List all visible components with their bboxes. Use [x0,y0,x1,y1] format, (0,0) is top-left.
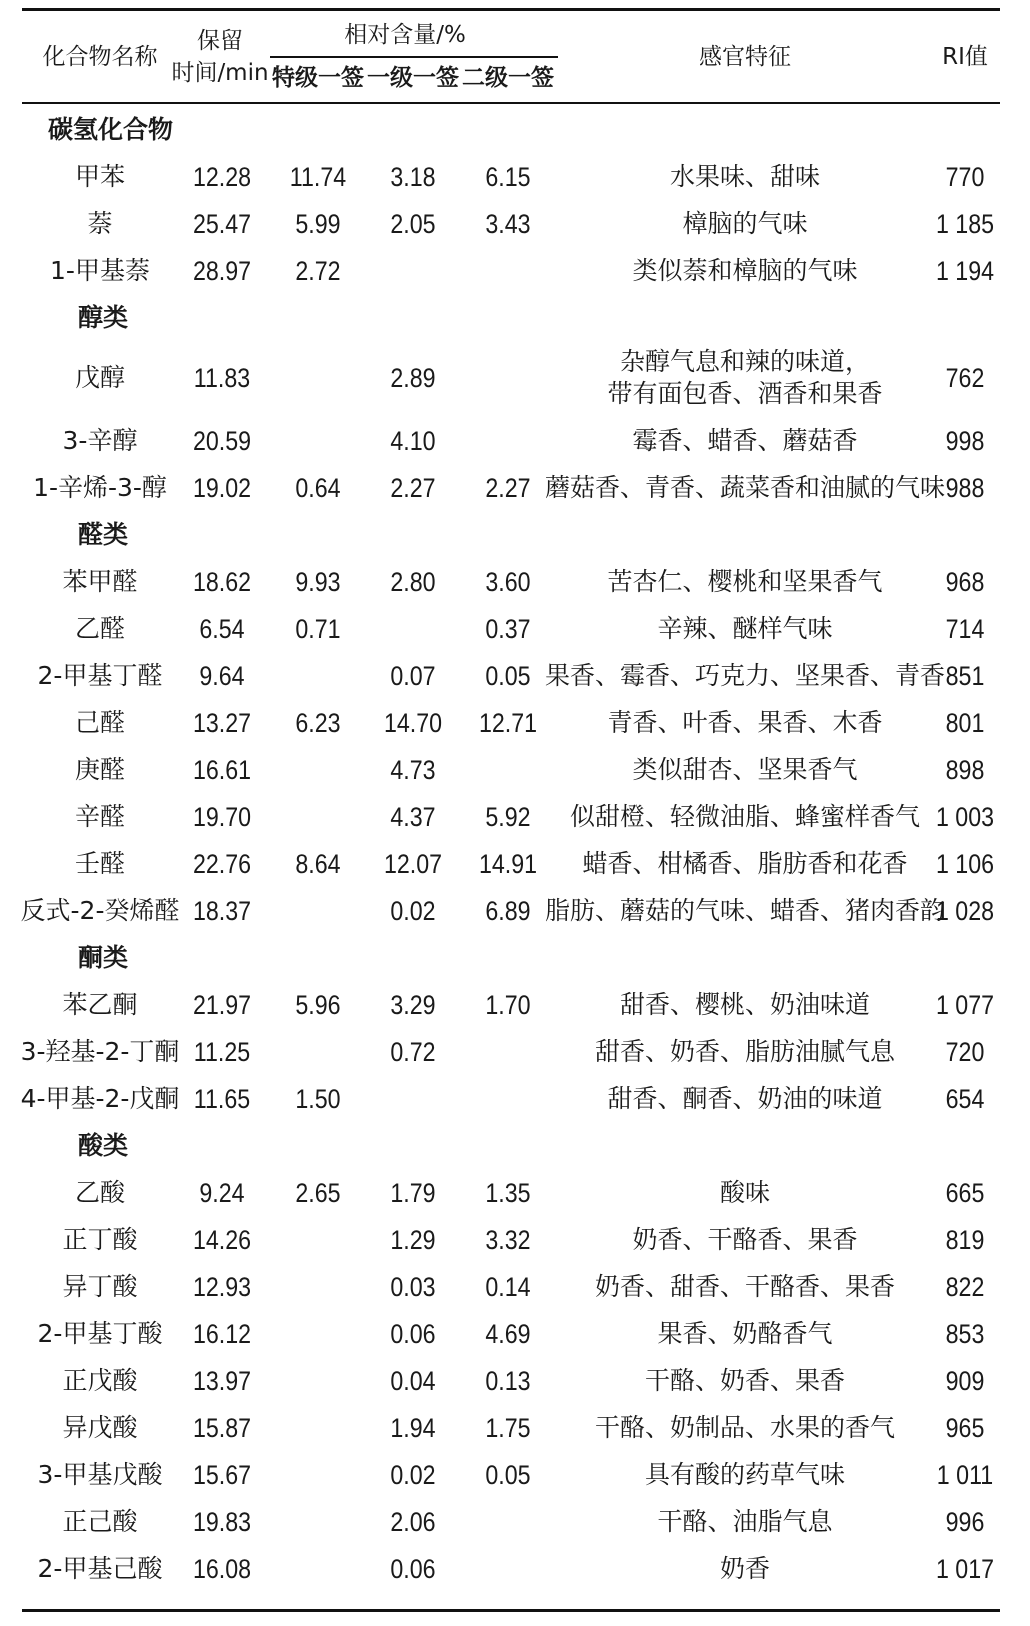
header-relative-content: 相对含量/% [344,22,466,48]
ri-value: 998 [945,426,985,456]
content-first-grade: 3.29 [390,990,436,1020]
content-special-grade: 5.96 [295,990,341,1020]
ri-value: 853 [945,1319,985,1349]
header-compound-name: 化合物名称 [42,44,158,70]
sensory-description: 类似萘和樟脑的气味 [632,256,858,285]
category-heading: 酸类 [78,1131,129,1160]
ri-value: 665 [945,1178,985,1208]
content-special-grade: 8.64 [295,849,341,879]
content-second-grade: 4.69 [485,1319,531,1349]
sensory-description: 辛辣、醚样气味 [657,614,833,643]
content-second-grade: 5.92 [485,802,531,832]
content-special-grade: 0.71 [295,614,341,644]
category-heading: 醇类 [78,303,129,332]
ri-value: 1 003 [935,802,995,832]
retention-time: 16.12 [192,1319,252,1349]
compound-name: 庚醛 [74,755,126,784]
compound-name: 正丁酸 [62,1225,138,1254]
content-special-grade: 9.93 [295,567,341,597]
ri-value: 1 194 [935,256,995,286]
content-first-grade: 4.10 [390,426,436,456]
content-special-grade: 2.72 [295,256,341,286]
compound-name: 异戊酸 [62,1413,138,1442]
compound-name: 正戊酸 [62,1366,138,1395]
content-first-grade: 2.89 [390,363,436,393]
content-first-grade: 0.02 [390,896,436,926]
compound-name: 戊醇 [74,363,126,392]
compound-name: 2-甲基丁醛 [37,661,163,690]
ri-value: 770 [945,162,985,192]
sensory-description: 奶香、甜香、干酪香、果香 [594,1272,896,1301]
ri-value: 714 [945,614,985,644]
sensory-description: 甜香、酮香、奶油的味道 [607,1084,883,1113]
retention-time: 21.97 [192,990,252,1020]
sensory-description: 果香、霉香、巧克力、坚果香、青香 [544,661,946,690]
retention-time: 22.76 [192,849,252,879]
header-sensory: 感官特征 [699,44,791,70]
content-second-grade: 1.35 [485,1178,531,1208]
content-first-grade: 14.70 [383,708,443,738]
retention-time: 14.26 [192,1225,252,1255]
sensory-description: 霉香、蜡香、蘑菇香 [632,426,858,455]
content-second-grade: 0.14 [485,1272,531,1302]
retention-time: 15.87 [192,1413,252,1443]
ri-value: 1 028 [935,896,995,926]
sensory-description-line2: 带有面包香、酒香和果香 [607,379,883,408]
sensory-description: 甜香、奶香、脂肪油腻气息 [594,1037,896,1066]
retention-time: 11.83 [193,363,251,393]
retention-time: 20.59 [192,426,252,456]
retention-time: 15.67 [192,1460,252,1490]
category-heading: 酮类 [78,943,129,972]
ri-value: 801 [945,708,985,738]
compound-name: 1-辛烯-3-醇 [33,473,167,502]
ri-value: 996 [945,1507,985,1537]
retention-time: 13.27 [192,708,252,738]
sensory-description: 杂醇气息和辣的味道， [619,347,871,376]
compound-name: 萘 [87,209,113,238]
sensory-description: 酸味 [719,1178,771,1207]
ri-value: 968 [945,567,985,597]
content-second-grade: 0.13 [485,1366,531,1396]
content-second-grade: 2.27 [485,473,531,503]
compound-name: 苯乙酮 [62,990,138,1019]
compound-name: 甲苯 [74,162,126,191]
content-first-grade: 4.37 [390,802,436,832]
ri-value: 909 [945,1366,985,1396]
compound-name: 辛醛 [74,802,126,831]
compound-name: 2-甲基丁酸 [37,1319,163,1348]
ri-value: 988 [945,473,985,503]
sensory-description: 干酪、奶香、果香 [644,1366,846,1395]
sensory-description: 水果味、甜味 [669,162,821,191]
content-second-grade: 14.91 [478,849,538,879]
compound-name: 正己酸 [62,1507,138,1536]
header-grade-first: 一级一签 [367,65,459,91]
compound-name: 3-辛醇 [62,426,138,455]
ri-value: 1 011 [936,1460,994,1490]
content-second-grade: 1.70 [485,990,531,1020]
header-retention-time-line1: 保留 [197,28,243,54]
content-first-grade: 0.03 [390,1272,436,1302]
sensory-description: 奶香、干酪香、果香 [632,1225,858,1254]
sensory-description: 青香、叶香、果香、木香 [607,708,883,737]
sensory-description: 樟脑的气味 [682,209,808,238]
header-ri: RI值 [942,44,988,70]
retention-time: 9.24 [199,1178,245,1208]
retention-time: 16.08 [192,1554,252,1584]
content-second-grade: 3.60 [485,567,531,597]
content-first-grade: 1.79 [390,1178,436,1208]
content-first-grade: 4.73 [390,755,436,785]
retention-time: 18.37 [192,896,252,926]
compound-name: 苯甲醛 [62,567,138,596]
ri-value: 720 [945,1037,985,1067]
retention-time: 12.28 [192,162,252,192]
sensory-description: 具有酸的药草气味 [644,1460,846,1489]
ri-value: 965 [945,1413,985,1443]
compound-name: 3-甲基戊酸 [37,1460,163,1489]
ri-value: 654 [945,1084,985,1114]
header-grade-special: 特级一签 [272,65,364,91]
ri-value: 1 017 [935,1554,995,1584]
compound-name: 壬醛 [74,849,126,878]
sensory-description: 类似甜杏、坚果香气 [632,755,858,784]
retention-time: 19.83 [192,1507,252,1537]
sensory-description: 脂肪、蘑菇的气味、蜡香、猪肉香韵 [544,896,946,925]
content-second-grade: 0.37 [485,614,531,644]
content-special-grade: 1.50 [295,1084,341,1114]
content-first-grade: 0.06 [390,1319,436,1349]
retention-time: 16.61 [192,755,252,785]
compound-name: 乙酸 [74,1178,126,1207]
content-special-grade: 6.23 [295,708,341,738]
ri-value: 898 [945,755,985,785]
compound-name: 异丁酸 [62,1272,138,1301]
content-second-grade: 6.15 [485,162,531,192]
content-first-grade: 2.27 [390,473,436,503]
content-first-grade: 12.07 [383,849,443,879]
category-heading: 醛类 [78,520,129,549]
content-first-grade: 0.02 [390,1460,436,1490]
content-second-grade: 0.05 [485,661,531,691]
content-second-grade: 1.75 [485,1413,531,1443]
compound-name: 2-甲基己酸 [37,1554,163,1583]
ri-value: 851 [945,661,985,691]
retention-time: 13.97 [192,1366,252,1396]
content-second-grade: 0.05 [485,1460,531,1490]
retention-time: 11.65 [193,1084,251,1114]
retention-time: 19.70 [192,802,252,832]
compound-name: 4-甲基-2-戊酮 [20,1084,180,1113]
compound-name: 1-甲基萘 [50,256,150,285]
content-first-grade: 2.06 [390,1507,436,1537]
retention-time: 9.64 [199,661,245,691]
retention-time: 12.93 [192,1272,252,1302]
content-second-grade: 3.43 [485,209,531,239]
compound-name: 反式-2-癸烯醛 [20,896,180,925]
sensory-description: 果香、奶酪香气 [657,1319,833,1348]
retention-time: 6.54 [199,614,245,644]
content-special-grade: 0.64 [295,473,341,503]
content-first-grade: 0.06 [390,1554,436,1584]
content-special-grade: 2.65 [295,1178,341,1208]
header-grade-second: 二级一签 [462,65,554,91]
retention-time: 19.02 [192,473,252,503]
content-first-grade: 0.72 [390,1037,436,1067]
content-first-grade: 2.05 [390,209,436,239]
ri-value: 1 185 [935,209,995,239]
ri-value: 762 [945,363,985,393]
sensory-description: 苦杏仁、樱桃和坚果香气 [607,567,883,596]
compound-name: 己醛 [74,708,126,737]
sensory-description: 干酪、油脂气息 [657,1507,833,1536]
sensory-description: 蘑菇香、青香、蔬菜香和油腻的气味 [544,473,946,502]
sensory-description: 甜香、樱桃、奶油味道 [619,990,871,1019]
content-second-grade: 12.71 [478,708,538,738]
content-first-grade: 3.18 [390,162,436,192]
content-second-grade: 6.89 [485,896,531,926]
ri-value: 819 [945,1225,985,1255]
ri-value: 822 [945,1272,985,1302]
compound-name: 3-羟基-2-丁酮 [20,1037,180,1066]
retention-time: 18.62 [192,567,252,597]
sensory-description: 奶香 [719,1554,771,1583]
sensory-description: 似甜橙、轻微油脂、蜂蜜样香气 [569,802,921,831]
content-first-grade: 1.29 [390,1225,436,1255]
compound-name: 乙醛 [74,614,126,643]
content-first-grade: 0.04 [390,1366,436,1396]
retention-time: 28.97 [192,256,252,286]
content-first-grade: 1.94 [390,1413,436,1443]
header-retention-time-line2: 时间/min [171,60,269,86]
retention-time: 11.25 [193,1037,251,1067]
category-heading: 碳氢化合物 [48,115,174,144]
ri-value: 1 106 [935,849,995,879]
content-special-grade: 11.74 [289,162,347,192]
content-first-grade: 0.07 [390,661,436,691]
ri-value: 1 077 [935,990,995,1020]
retention-time: 25.47 [192,209,252,239]
sensory-description: 蜡香、柑橘香、脂肪香和花香 [582,849,908,878]
content-special-grade: 5.99 [295,209,341,239]
content-second-grade: 3.32 [485,1225,531,1255]
sensory-description: 干酪、奶制品、水果的香气 [594,1413,896,1442]
content-first-grade: 2.80 [390,567,436,597]
